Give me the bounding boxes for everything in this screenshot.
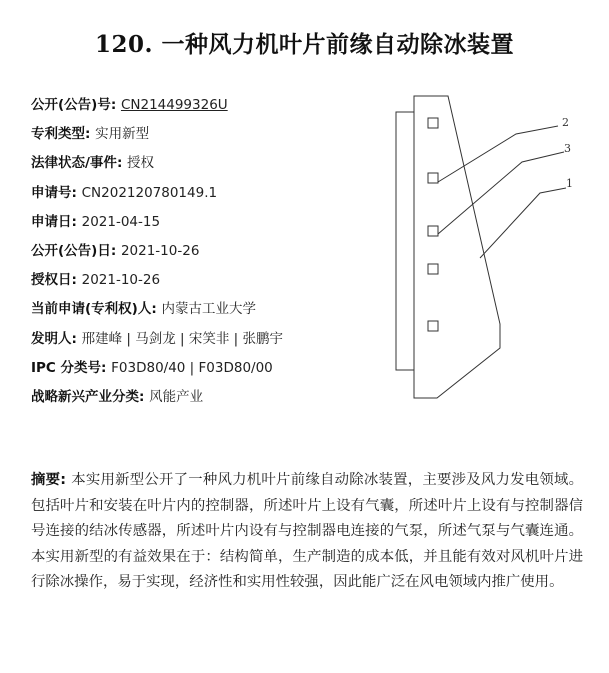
figure-label-1: 1: [566, 177, 573, 190]
chamber-1: [428, 118, 438, 128]
abstract: 摘要: 本实用新型公开了一种风力机叶片前缘自动除冰装置，主要涉及风力发电领域。包括叶片和安装在叶片内的控制器，所述叶片上设有气囊，所述叶片上设有与控制器信号连接的结冰传感器，所述叶片内设有与控制器电连接的气泵，所述气泵与气囊连通。本实用新型的有益效果在于：结构简单，生产制造的成本低，并且能有效对风机叶片进行除冰操作，易于实现，经济性和实用性较强，因此能广泛在风电领域内推广使用。: [31, 472, 583, 590]
blade-outline: [414, 96, 500, 398]
field-value: 风能产业: [149, 388, 204, 405]
publication-no-link[interactable]: CN214499326U: [120, 97, 228, 113]
field-publication-date: 公开(公告)日: 2021-10-26: [31, 242, 200, 259]
abstract-label: 摘要: [31, 472, 61, 488]
leader-line-1: [480, 188, 566, 258]
leader-line-2: [438, 126, 558, 182]
field-label: 当前申请(专利权)人: [31, 301, 152, 318]
field-value: 实用新型: [95, 126, 150, 143]
field-ipc: IPC 分类号: F03D80/40 | F03D80/00: [31, 359, 273, 376]
field-label: 法律状态/事件: [31, 155, 117, 172]
field-value: 内蒙古工业大学: [161, 301, 256, 318]
field-value: 2021-04-15: [81, 213, 161, 230]
patent-info-fields: [31, 94, 391, 415]
field-application-no: 申请号: CN202120780149.1: [31, 184, 218, 201]
field-label: 授权日: [31, 272, 72, 289]
field-label: 申请日: [31, 213, 72, 230]
chamber-2: [428, 173, 438, 183]
chamber-5: [428, 321, 438, 331]
field-value: 邢建峰 | 马剑龙 | 宋笑非 | 张鹏宇: [81, 330, 284, 347]
field-value: 2021-10-26: [120, 242, 200, 259]
patent-drawing: [392, 86, 592, 406]
field-label: 专利类型: [31, 126, 85, 143]
field-industry: 战略新兴产业分类: 风能产业: [31, 388, 204, 405]
field-label: 战略新兴产业分类: [31, 388, 139, 405]
page-title: 120. 一种风力机叶片前缘自动除冰装置: [94, 31, 515, 58]
field-label: 公开(公告)日: [31, 242, 111, 259]
field-legal-status: 法律状态/事件: 授权: [31, 155, 155, 172]
sensor-strip: [396, 112, 414, 370]
leader-line-3: [438, 152, 564, 234]
figure-label-2: 2: [562, 116, 569, 129]
field-assignee: 当前申请(专利权)人: 内蒙古工业大学: [31, 301, 256, 318]
figure-label-3: 3: [564, 142, 571, 155]
field-grant-date: 授权日: 2021-10-26: [31, 272, 161, 289]
field-inventors: 发明人: 邢建峰 | 马剑龙 | 宋笑非 | 张鹏宇: [31, 330, 284, 347]
abstract-text: 本实用新型公开了一种风力机叶片前缘自动除冰装置，主要涉及风力发电领域。包括叶片和安装在叶片内的控制器，所述叶片上设有气囊，所述叶片上设有与控制器信号连接的结冰传感器，所述叶片内设有与控制器电连接的气泵，所述气泵与气囊连通。本实用新型的有益效果在于：结构简单，生产制造的成本低，并且能有效对风机叶片进行除冰操作，易于实现，经济性和实用性较强，因此能广泛在风电领域内推广使用。: [31, 472, 583, 590]
field-value: 授权: [127, 155, 155, 172]
field-publication-no: 公开(公告)号: CN214499326U: [31, 97, 228, 113]
chamber-4: [428, 264, 438, 274]
field-application-date: 申请日: 2021-04-15: [31, 213, 161, 230]
field-value: 2021-10-26: [81, 272, 161, 289]
field-patent-type: 专利类型: 实用新型: [31, 126, 150, 143]
field-label: IPC 分类号: [31, 359, 102, 376]
field-value: CN202120780149.1: [81, 184, 218, 201]
field-label: 发明人: [31, 330, 72, 347]
field-label: 公开(公告)号: [31, 97, 111, 113]
field-value: F03D80/40 | F03D80/00: [111, 359, 273, 376]
chamber-3: [428, 226, 438, 236]
field-label: 申请号: [31, 184, 72, 201]
